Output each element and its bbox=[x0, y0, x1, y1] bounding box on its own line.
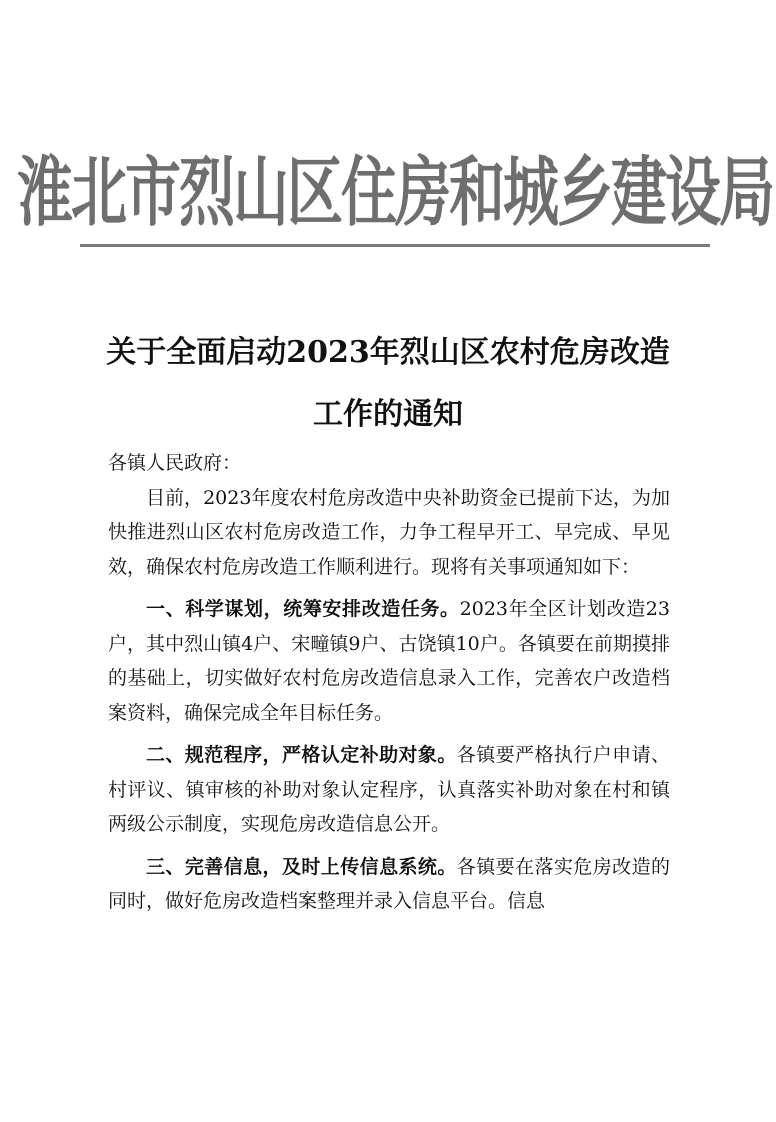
section-heading-1: 一、科学谋划，统筹安排改造任务。 bbox=[146, 598, 460, 620]
paragraph-gap bbox=[108, 730, 670, 738]
section-text-2: 各镇要严格执行户申请、村评议、镇审核的补助对象认定程序，认真落实补助对象在村和镇两级公示制度，实现危房改造信息公开。 bbox=[108, 744, 670, 835]
document-title-line-1: 关于全面启动2023年烈山区农村危房改造 bbox=[106, 335, 670, 370]
paragraph-gap bbox=[108, 842, 670, 850]
section-paragraph-3 bbox=[108, 850, 670, 919]
document-body bbox=[108, 446, 670, 919]
issuing-organization-name: 淮北市烈山区住房和城乡建设局 bbox=[17, 149, 773, 238]
section-heading-2: 二、规范程序，严格认定补助对象。 bbox=[146, 744, 457, 766]
section-text-3: 各镇要在落实危房改造的同时，做好危房改造档案整理并录入信息平台。信息 bbox=[108, 855, 670, 912]
section-heading-3: 三、完善信息，及时上传信息系统。 bbox=[146, 855, 457, 878]
salutation: 各镇人民政府： bbox=[108, 452, 242, 474]
letterhead bbox=[17, 148, 773, 240]
document-title-line-2: 工作的通知 bbox=[313, 397, 463, 432]
paragraph-gap bbox=[108, 584, 670, 592]
intro-paragraph: 目前，2023年度农村危房改造中央补助资金已提前下达，为加快推进烈山区农村危房改造工作，力争工程早开工、早完成、早见效，确保农村危房改造工作顺利进行。现将有关事项通知如下： bbox=[108, 486, 670, 578]
letterhead-divider bbox=[80, 244, 710, 247]
section-paragraph-1 bbox=[108, 592, 670, 730]
section-text-1: 2023年全区计划改造23户，其中烈山镇4户、宋疃镇9户、古饶镇10户。各镇要在前期摸排的基础上，切实做好农村危房改造信息录入工作，完善农户改造档案资料，确保完成全年目标任务。 bbox=[108, 598, 670, 724]
section-paragraph-2 bbox=[108, 738, 670, 842]
